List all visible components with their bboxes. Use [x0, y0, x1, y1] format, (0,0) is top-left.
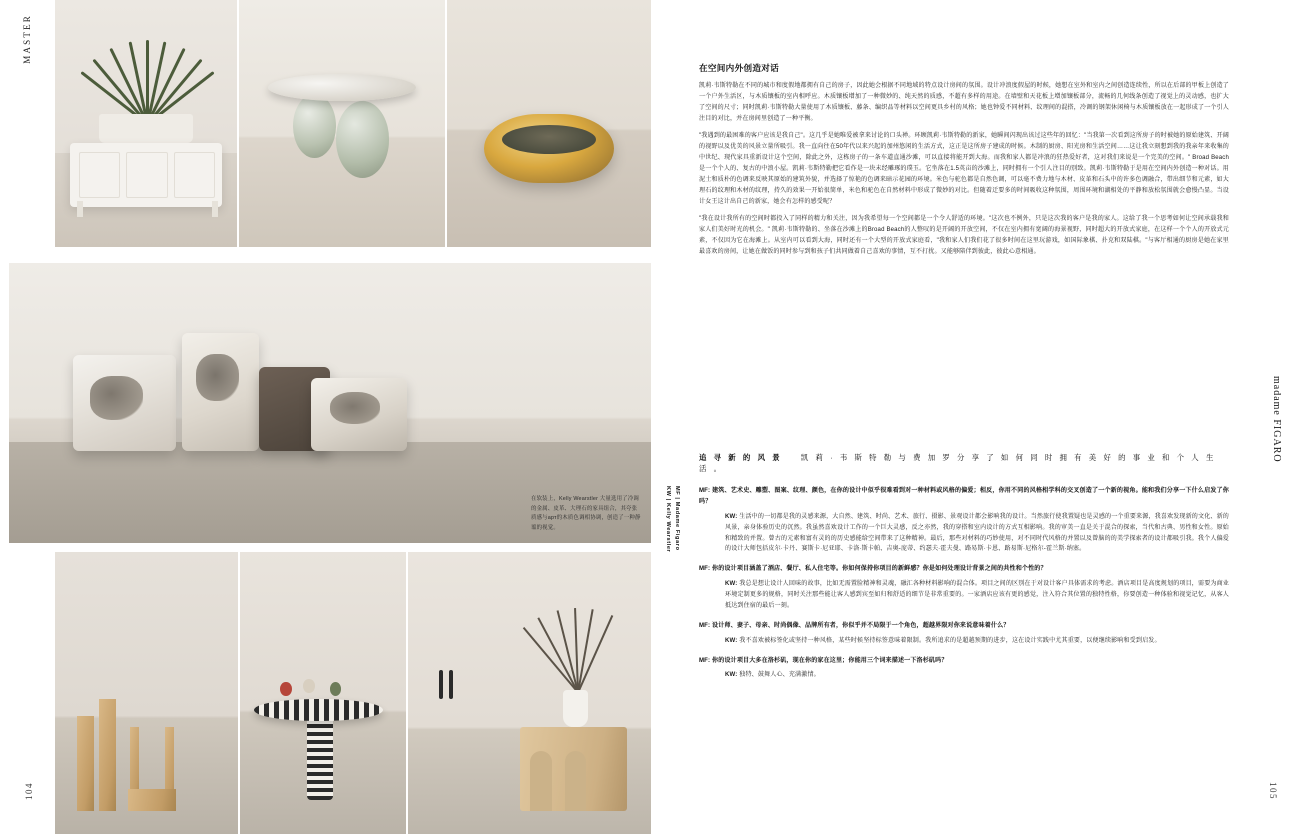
page-number-right: 105 — [1268, 782, 1278, 800]
plant-decor — [106, 40, 186, 124]
interview-heading-rest: 凯 莉 · 韦 斯 特 勒 与 费 加 罗 分 享 了 如 何 同 时 拥 有 美 好 的 事 业 和 个 人 生 活 。 — [699, 453, 1216, 473]
answer — [725, 579, 1229, 612]
question-tag: MF: — [699, 622, 711, 629]
paragraph-1: 凯莉·韦斯特勒在不同的城市和度假地都拥有自己的房子，因此她会根据不同地域的特点设计房间的氛围。设计冲浪度假屋的时候，她想在室外和室内之间创造连续性，所以在后部的甲板上创造了一个户外生活区，与木质镶板的室内相呼应。木质镶板增加了一种微妙的、纯天然的质感，不超有多样的用途。在墙壁和天花板上增加镶板部分，流畅的几何线条创造了视觉上的灵动感，也扩大了空间的尺寸；同时凯莉·韦斯特勒大量使用了木质镶板、藤条、编织品等材料以空间更具乡村的风格；她也钟爱不同材料、纹理间的混搭，冷调的钢架休闲椅与木质镶板放在一起形成了一个引人注目的对比，并在房间里创造了一种平衡。 — [699, 83, 1229, 122]
qa-item — [699, 486, 1229, 555]
answer-tag: KW: — [725, 581, 738, 588]
answer-tag: KW: — [725, 672, 738, 679]
interview-legend — [663, 486, 681, 552]
answer — [725, 636, 1229, 647]
answer-text: 独特、鼓舞人心、充满激情。 — [739, 672, 820, 679]
qa-item — [699, 621, 1229, 647]
interview-heading-lead: 追 寻 新 的 风 景 — [699, 453, 783, 462]
photo-plant-sideboard — [55, 0, 237, 247]
interview-qa-list — [699, 486, 1229, 681]
photo-caption: 在软装上，Kelly Wearstler 大量选用了冷调的金属、皮革、大理石的家具组合，其夸张质感与арт的木质色调相协调，创造了一种静谧的视觉。 — [531, 496, 641, 531]
article-body — [699, 62, 1229, 264]
article-paragraphs — [699, 81, 1229, 258]
paragraph-3: "我在设计我所有的空间时都投入了同样的精力和关注，因为我希望每一个空间都是一个令人舒适的环境。"这次也不例外，只是这次我的客户是我的家人。这给了我一个思考如何让空间承载我和家人们美好时光的机会。" 凯莉·韦斯特勒的、坐落在沙滩上的Broad Beach的人整叹的是开阔的开放空间，不仅在室内拥有宽阔的海景视野，同时超大的开放式家庭，在这样一个个人的开放式元素，不仅因为它在海滩上。从室内可以看到大海，同时还有一个大型的开放式家庭看，"我和家人们我们花了很多时间在这里玩游戏，如国际象棋、扑克和双陆棋。"与客厅相通的厨房是她在家里最喜欢的房间，让她在做饭的同时参与到和孩子们共同做着自己喜欢的事情，互不打扰。又能够陪伴到彼此，彼此心意相通。 — [699, 216, 1229, 255]
masthead: madame FIGARO — [1271, 376, 1282, 463]
article-title: 在空间内外创造对话 — [699, 63, 780, 73]
page-number-left: 104 — [24, 782, 34, 800]
question-text: 你的设计项目大多在洛杉矶，现在你的家在这里；你能用三个词来描述一下洛杉矶吗？ — [712, 657, 948, 664]
interview-section — [664, 452, 1229, 690]
answer-tag: KW: — [725, 637, 738, 644]
legend-mf: MF | Madame Figaro — [673, 486, 680, 551]
question — [699, 656, 1229, 667]
question-text: 设计师、妻子、母亲、时尚偶像、品牌所有者，你似乎并不局限于一个角色，超越界限对你来说意味着什么？ — [712, 622, 1010, 629]
question-text: 建筑、艺术史、雕塑、图案、纹理、颜色，在你的设计中似乎很难看到对一种材料或风格的偏爱；相反，你用不同的风格相学科的交叉创造了一个新的视角。能和我们分享一下什么启发了你吗？ — [699, 488, 1229, 505]
section-label-master: MASTER — [22, 14, 32, 64]
answer-tag: KW: — [725, 513, 738, 520]
question-tag: MF: — [699, 657, 711, 664]
photo-stone-round-table — [239, 0, 445, 247]
question-text: 你的设计项目涵盖了酒店、餐厅、私人住宅等。你如何保持你项目的新鲜感？你是如何处理设计背景之间的共性和个性的？ — [712, 566, 1047, 573]
answer-text: 我总是想让设计人回味的故事，比如无需置脸精神和灵魂，融汇各种材料影响的混合体。项目之间的区别在于对设计客户具体需求的考虑。酒店项目是高度规划的项目，需要为商业环境定制更多的规格，同时关注那些能让客人感到宾至如归和舒适的细节是非常重要的。一家酒店应该有更的感觉，注入符合其位置的独特性格，你要创造一种体验和视觉记忆，从客人抵达到住宿的最后一刻。 — [725, 581, 1229, 609]
legend-kw: KW | Kelly Wearstler — [664, 486, 671, 553]
question-tag: MF: — [699, 488, 711, 494]
qa-item — [699, 656, 1229, 682]
answer-text: 我不喜欢被标签化或坚持一种风格，某些时候坚持标签意味着限制。我所追求的是超越预期的进步，这在设计实践中尤其重要，以便继续影响和受到启发。 — [739, 637, 1161, 644]
qa-item — [699, 564, 1229, 612]
answer — [725, 512, 1229, 556]
answer-text: 生活中的一切都是我的灵感来源，大自然、建筑、时尚、艺术、旅行、摄影、景观设计都会影响我的设计。当然旅行使我置疑也是灵感的一个重要来源，我喜欢发现新的文化、新的风景，亲身体验历史的沉然。我虽然喜欢设计工作的一个巨大灵感，反之亦然，我的穿搭和室内设计的方式互相影响。我的审美一直是关于混合的探索，当代和古典、男性和女性。原始和精致的并置。曾古的元素和富有灵的的历史感能给空间带来了这种精神。最后，那些对材料的巧妙使用，对不同时代风格的并置以及曾脑的的美学探索者的设计都吸引我。我个人偏爱的设计大师包括皮尔·卡丹、赛斯卡·尼亚耶、卡洛·斯卡帕、吉奥-庞蒂、约瑟夫·霍夫曼、路易斯·卡恩、路易斯·尼格尔-霍兰斯·纳塞。 — [725, 513, 1229, 553]
paragraph-2: "我遇到的最困难的客户应该是我自己"。这几乎是她唯爱被拿来讨论的口头禅。环顾凯莉·韦斯特勒的新家，她瞬间闪现出该过这些年的回忆："当我第一次看到这所房子的时被她的原始建筑、开阔的视野以及优美的风景立量所吸引。我一直向往在50年代以来兴起的加州悠闲的生活方式，这正是这所房子建成的时候。木制的厨房、阳光房和生活空间……这让我立刻想到我的我亲年来收集的中世纪、现代家具重新设计这个空间，除此之外，这栋房子的一条车道直通沙滩，可以直接将能开到大海。而我和家人都是冲浪的狂热爱好者，这对我们来说是一个完美的空间。" Broad Beach 是一个个人的、复古的中浪小屋。凯莉·韦斯特勒把它看作是一块未经雕琢的璞玉。它坐落在1.5英亩的沙滩上，同时拥有一个引人注目的别致。凯莉·韦斯特勒于是用在空间内外创造一种对话。用泥土和质朴的色调来反映其原始的建筑外貌，并选择了惊艳的色调来暗示花园的环境。米色与驼色都是自然色调，可以毫不费力地与木材、皮革和石头中的许多色调融合，带出细节和元素，如大理石的纹理和木材的纹理，持久的效果一开始很简单，米色和驼色在自然材料中形成了微妙的对比。但随着迁要多的时间吸收这种氛围，周围环境和湖相处的平静和放松氛围就会愈慢凸显。当设计女王这计出自己的新家，她会有怎样的感受呢？ — [699, 133, 1229, 205]
photo-amber-glass-bowl — [447, 0, 651, 247]
photo-wood-stools — [55, 552, 238, 834]
interview-heading — [699, 452, 1229, 474]
answer — [725, 670, 1229, 681]
question — [699, 486, 1229, 508]
photo-striped-table — [240, 552, 405, 834]
right-page — [651, 0, 1302, 834]
photo-arch-console — [408, 552, 651, 834]
question-tag: MF: — [699, 566, 711, 573]
photo-row-bottom — [55, 552, 651, 834]
photo-row-top — [55, 0, 651, 247]
wall-hooks — [439, 670, 456, 698]
photo-marble-stools — [9, 263, 651, 543]
branch-decor — [539, 608, 622, 693]
question — [699, 564, 1229, 575]
question — [699, 621, 1229, 632]
